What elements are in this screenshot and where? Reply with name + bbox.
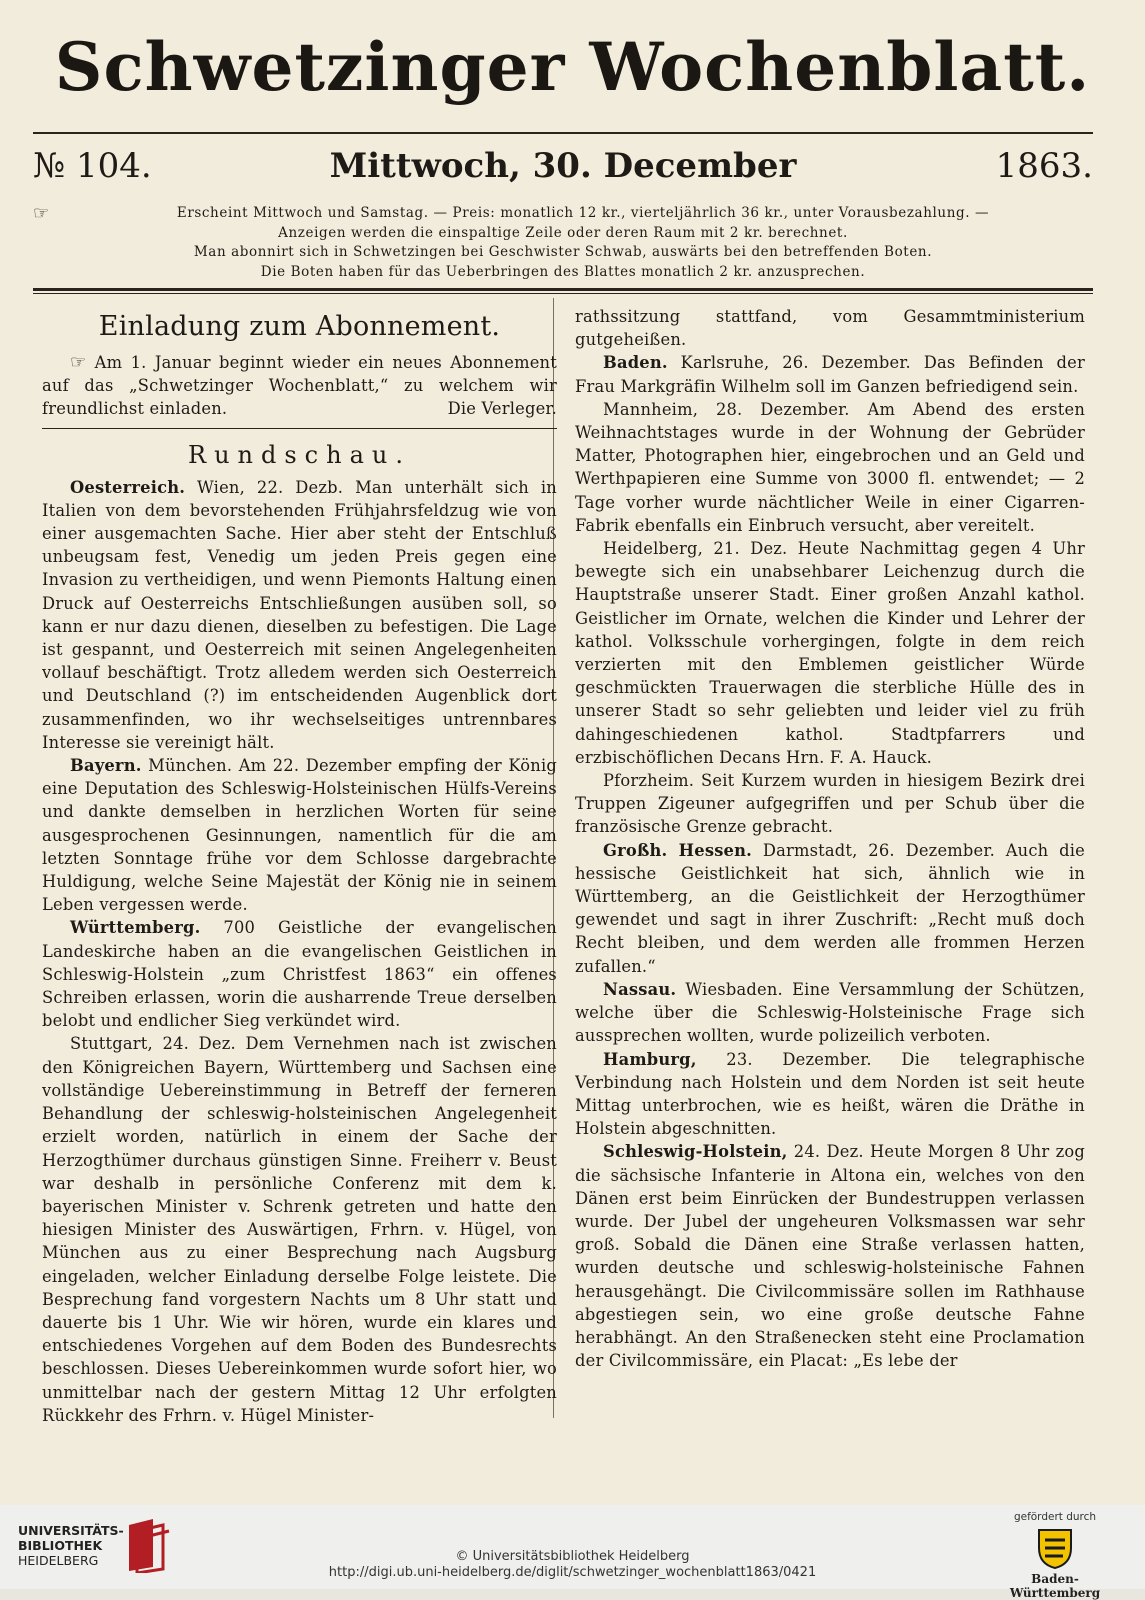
masthead-rule <box>33 132 1093 134</box>
article-continuation: rathssitzung stattfand, vom Gesammtministerium gutgeheißen. <box>575 307 1085 350</box>
library-name-line: HEIDELBERG <box>18 1553 99 1568</box>
article-hessen <box>575 839 1085 978</box>
subscription-notice <box>33 204 1093 282</box>
section-rule <box>42 428 557 429</box>
invitation-text <box>42 351 557 421</box>
source-url[interactable]: http://digi.ub.uni-heidelberg.de/diglit/schwetzinger_wochenblatt1863/0421 <box>328 1565 817 1580</box>
article-text: 24. Dez. Heute Morgen 8 Uhr zog die sächsische Infanterie in Altona ein, welches von den Dänen erst beim Einrücken der Bundestruppen verlassen wurde. Der Jubel der ungeheuren Volksmassen war sehr groß. Sobald die Dänen eine Straße verlassen hatten, wurden deutsche und schleswig-holsteinische Fahnen herausgehängt. Die Civilcommissäre sollen im Rathhause abgestiegen sein, wo eine große deutsche Fahne herabhängt. An den Straßenecken steht eine Proclamation der Civilcommissäre, ein Placat: „Es lebe der <box>575 1142 1085 1371</box>
left-column <box>42 305 557 1495</box>
library-name-line: UNIVERSITÄTS- <box>18 1523 124 1538</box>
right-column <box>575 305 1085 1495</box>
copyright-block <box>0 1549 1145 1581</box>
invitation-body: Am 1. Januar beginnt wieder ein neues Abonnement auf das „Schwetzinger Wochenblatt,“ zu welchem wir freundlichst einladen. <box>42 353 557 419</box>
header-double-rule <box>33 288 1093 291</box>
article-text: 23. Dezember. Die telegraphische Verbindung nach Holstein und dem Norden ist seit heute Mittag unterbrochen, wie es heißt, wären die Dräthe in Holstein abgeschnitten. <box>575 1049 1085 1139</box>
dateline <box>33 138 1093 194</box>
coat-of-arms-icon <box>1035 1526 1075 1570</box>
article-text: München. Am 22. Dezember empfing der König eine Deputation des Schleswig-Holsteinischen Hülfs-Vereins und dankte demselben in herzlichen Worten für seine ausgesprochenen Gesinnungen, namentlich für die am letzten Sonntage frühe vor dem Schlosse dargebrachte Huldigung, welche Seine Majestät der König nie in seinem Leben vergessen werde. <box>42 756 557 915</box>
article-text: Wien, 22. Dezb. Man unterhält sich in Italien von dem bevorstehenden Frühjahrsfeldzug wie von einer ausgemachten Sache. Hier aber steht der Entschluß unbeugsam fest, Venedig um jeden Preis gegen eine Invasion zu vertheidigen, und wenn Piemonts Haltung einen Druck auf Oesterreichs Entschließungen ausüben soll, so kann er nur dazu dienen, dieselben zu befestigen. Die Lage ist gespannt, und Oesterreich mit seinen Angelegenheiten vollauf beschäftigt. Trotz alledem werden sich Oesterreich und Deutschland (?) im entscheidenden Augenblick dort zusammenfinden, wo ihr wechselseitiges untrennbares Interesse sie vereinigt hält. <box>42 477 557 752</box>
funder-name: Baden-Württemberg <box>1009 1572 1101 1600</box>
funder-logo <box>995 1511 1115 1600</box>
article-text: Darmstadt, 26. Dezember. Auch die hessische Geistlichkeit hat sich, ähnlich wie in Württemberg, an die Geistlichkeit der Herzogthümer gewendet und sagt in ihrer Zuschrift: „Recht muß doch Recht bleiben, und dem werden alle frommen Herzen zufallen.“ <box>575 840 1085 976</box>
article-wuerttemberg <box>42 916 557 1032</box>
article-text: 700 Geistliche der evangelischen Landeskirche haben an die evangelischen Geistlichen in Schleswig-Holstein „zum Christfest 1863“ ein offenes Schreiben erlassen, worin die ausharrende Treue derselben belobt und endlicher Sieg verkündet wird. <box>42 918 557 1031</box>
notice-line: Anzeigen werden die einspaltige Zeile oder deren Raum mit 2 kr. berechnet. <box>278 224 848 241</box>
header-double-rule-thin <box>33 293 1093 294</box>
article-text: Wiesbaden. Eine Versammlung der Schützen, welche über die Schleswig-Holsteinische Frage sich aussprechen wollten, wurde polizeilich verboten. <box>575 979 1085 1046</box>
article-baden <box>575 351 1085 397</box>
digitization-footer <box>0 1505 1145 1600</box>
invitation-signature: Die Verleger. <box>447 399 557 419</box>
article-pforzheim: Pforzheim. Seit Kurzem wurden in hiesigem Bezirk drei Truppen Zigeuner aufgegriffen und per Schub über die französische Grenze gebracht. <box>575 771 1085 837</box>
article-schleswig-holstein <box>575 1140 1085 1372</box>
copyright-text: © Universitätsbibliothek Heidelberg <box>455 1549 690 1564</box>
invitation-heading: Einladung zum Abonnement. <box>98 311 501 342</box>
rundschau-heading: Rundschau. <box>188 440 411 469</box>
notice-line: Erscheint Mittwoch und Samstag. — Preis: monatlich 12 kr., vierteljährlich 36 kr., unter Vorausbezahlung. — <box>176 205 990 221</box>
pointing-hand-icon: ☞ <box>33 203 50 224</box>
article-mannheim: Mannheim, 28. Dezember. Am Abend des ersten Weihnachtstages wurde in der Wohnung der Gebrüder Matter, Photographen hier, eingebrochen und an Geld und Werthpapieren eine Summe von 3000 fl. entwendet; — 2 Tage vorher wurde nächtlicher Weile in einer Cigarren-Fabrik ebenfalls ein Einbruch versucht, aber vereitelt. <box>575 399 1085 535</box>
library-name-line: BIBLIOTHEK <box>18 1538 103 1553</box>
article-stuttgart: Stuttgart, 24. Dez. Dem Vernehmen nach ist zwischen den Königreichen Bayern, Württemberg und Sachsen eine vollständige Uebereinstimmung in Betreff der ferneren Behandlung der schleswig-holsteinischen Angelegenheit erzielt worden, natürlich in einem der Sache der Herzogthümer durchaus günstigen Sinne. Freiherr v. Beust war deshalb in persönliche Conferenz mit dem k. bayerischen Minister v. Schrenk getreten und hatte den hiesigen Minister des Auswärtigen, Frhrn. v. Hügel, von München aus zu einer Besprechung nach Augsburg eingeladen, welcher Einladung derselbe Folge leistete. Die Besprechung fand vorgestern Nachts um 8 Uhr statt und dauerte bis 1 Uhr. Wie wir hören, wurde ein klares und entschiedenes Vorgehen auf dem Boden des Bundesrechts beschlossen. Dieses Uebereinkommen wurde sofort hier, wo unmittelbar nach der gestern Mittag 12 Uhr erfolgten Rückkehr des Frhrn. v. Hügel Minister- <box>42 1034 557 1425</box>
notice-line: Man abonnirt sich in Schwetzingen bei Geschwister Schwab, auswärts bei den betreffenden Boten. <box>193 244 933 260</box>
notice-line: Die Boten haben für das Ueberbringen des Blattes monatlich 2 kr. anzusprechen. <box>260 263 866 280</box>
issue-number: № 104. <box>33 146 152 186</box>
article-hamburg <box>575 1048 1085 1141</box>
masthead-title: Schwetzinger Wochenblatt. <box>54 28 1091 106</box>
article-bayern <box>42 754 557 916</box>
section-head: Bayern. <box>70 756 142 776</box>
issue-year: 1863. <box>995 146 1093 186</box>
article-nassau <box>575 978 1085 1048</box>
article-oesterreich <box>42 476 557 754</box>
pointing-hand-icon: ☞ <box>70 352 87 373</box>
article-heidelberg: Heidelberg, 21. Dez. Heute Nachmittag gegen 4 Uhr bewegte sich ein unabsehbarer Leichenzug durch die Hauptstraße unserer Stadt. Einer großen Anzahl kathol. Geistlicher im Ornate, welchen die Kinder und Lehrer der kathol. Volksschule vorhergingen, folgte in dem reich verzierten mit den Emblemen geistlicher Würde geschmückten Trauerwagen die sterbliche Hülle des in unserer Stadt so sehr geliebten und leider viel zu früh dahingeschiedenen kathol. Stadtpfarrers und erzbischöflichen Decans Hrn. F. A. Hauck. <box>575 539 1085 767</box>
section-head: Baden. <box>603 353 668 373</box>
section-head: Nassau. <box>603 979 677 999</box>
funded-by-label: gefördert durch <box>1013 1511 1097 1523</box>
article-text: Karlsruhe, 26. Dezember. Das Befinden der Frau Markgräfin Wilhelm soll im Ganzen befriedigend sein. <box>575 353 1085 396</box>
issue-date: Mittwoch, 30. December <box>329 146 797 186</box>
section-head: Großh. Hessen. <box>603 840 753 860</box>
section-head: Hamburg, <box>603 1049 697 1069</box>
section-head: Oesterreich. <box>70 477 186 497</box>
section-head: Schleswig-Holstein, <box>603 1142 788 1162</box>
section-head: Württemberg. <box>70 918 201 938</box>
